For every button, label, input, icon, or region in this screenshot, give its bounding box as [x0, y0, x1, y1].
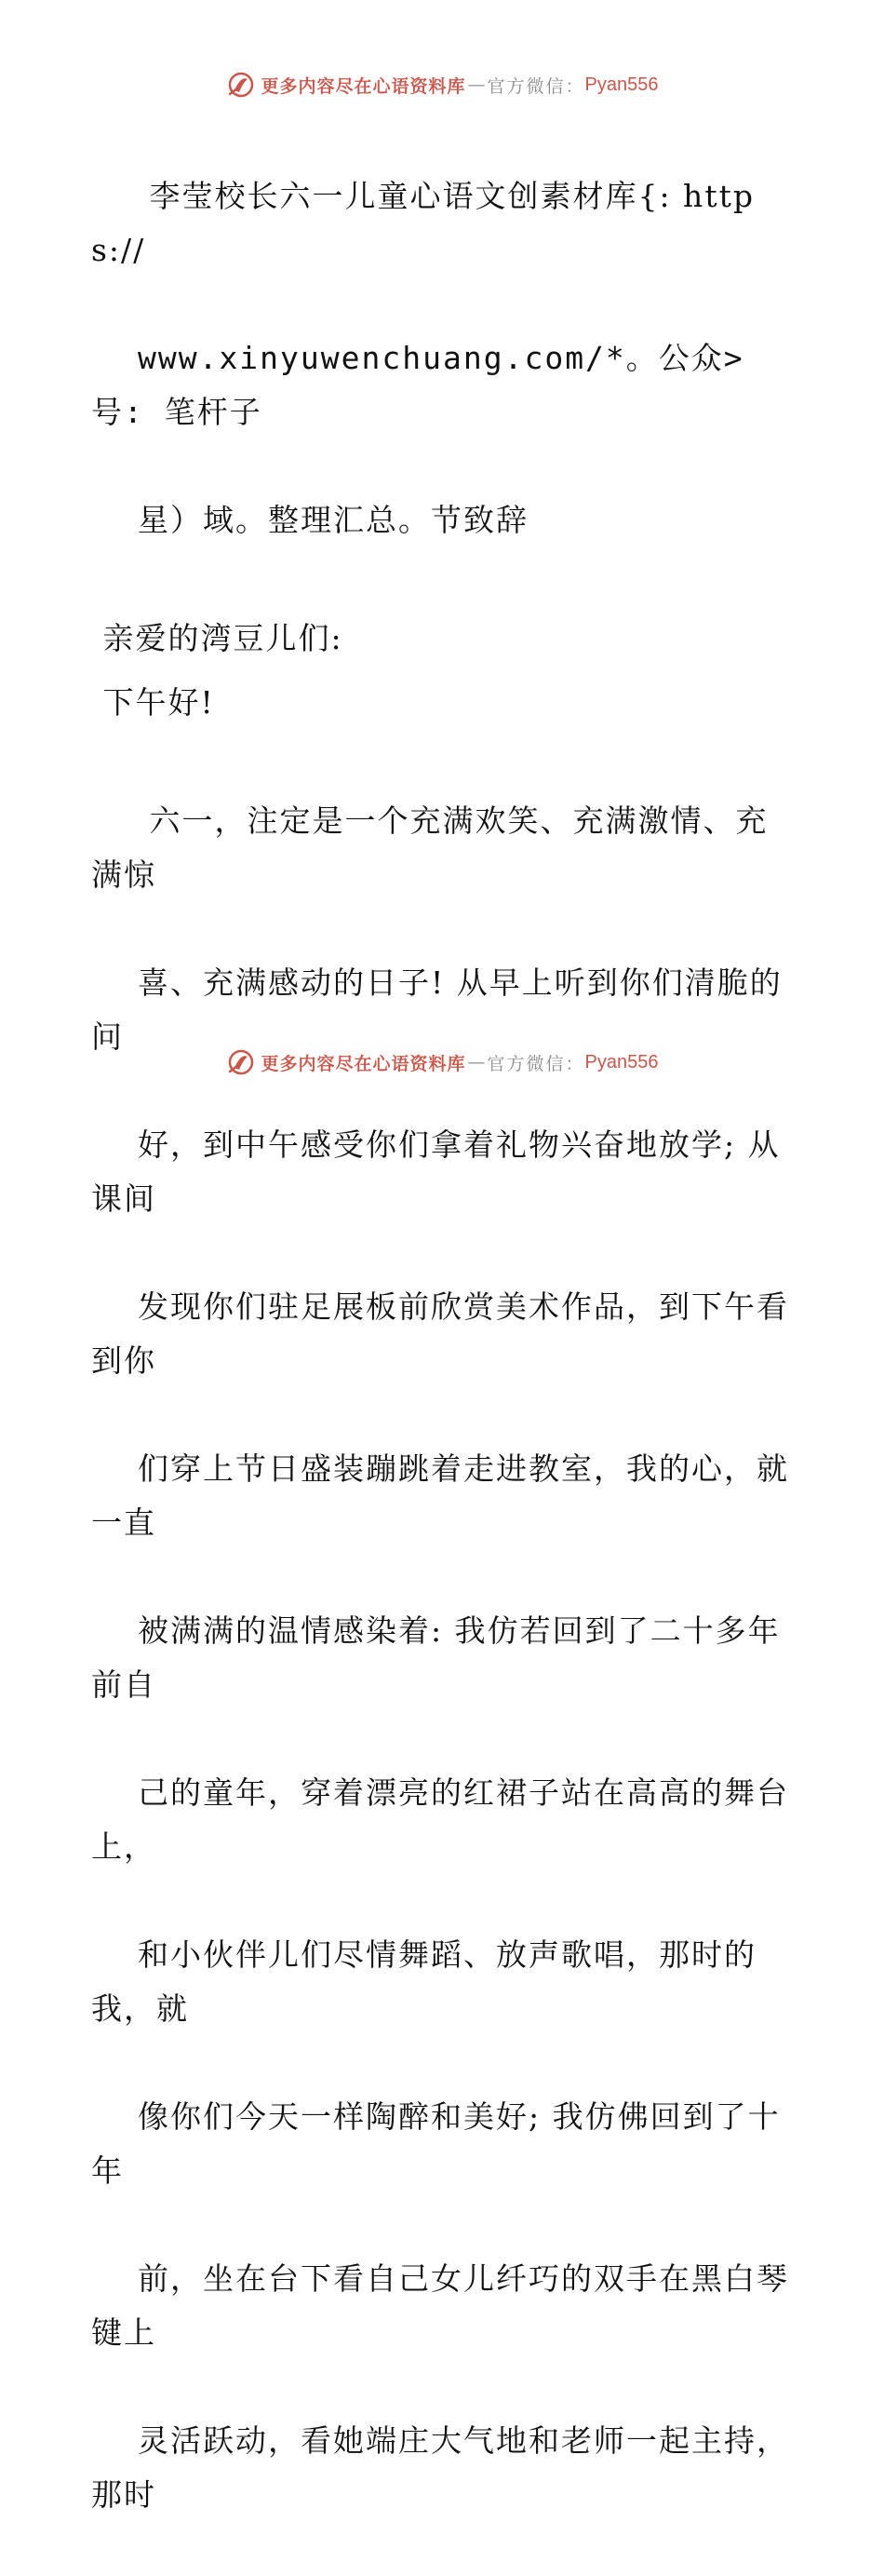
body-line: 好，到中午感受你们拿着礼物兴奋地放学; 从课间 — [91, 1126, 781, 1217]
body-paragraph — [91, 740, 791, 2576]
watermark-main-text: 更多内容尽在心语资料库 — [261, 1053, 466, 1074]
body-line: 喜、充满感动的日子! 从早上听到你们清脆的问 — [91, 964, 783, 1055]
salutation: 亲爱的湾豆儿们: — [91, 620, 343, 656]
body-line: 己的童年，穿着漂亮的红裙子站在高高的舞台上， — [91, 1774, 789, 1865]
body-line: 前，坐在台下看自己女儿纤巧的双手在黑白琴键上 — [91, 2260, 789, 2351]
greeting: 下午好! — [91, 684, 215, 721]
watermark-wechat-id: Pyan556 — [584, 1051, 659, 1072]
watermark-wechat-label: 官方微信： — [487, 75, 585, 97]
body-line: 灵活跃动，看她端庄大气地和老师一起主持，那时 — [91, 2422, 789, 2513]
watermark-separator: — — [467, 1052, 486, 1072]
watermark-separator: — — [467, 74, 486, 95]
body-line: 被满满的温情感染着: 我仿若回到了二十多年前自 — [91, 1612, 781, 1703]
watermark-main-text: 更多内容尽在心语资料库 — [261, 75, 466, 97]
body-line: 们穿上节日盛装蹦跳着走进教室，我的心，就一直 — [91, 1450, 789, 1541]
header-line: 星）域。整理汇总。节致辞 — [137, 502, 529, 538]
watermark-wechat-id: Pyan556 — [584, 74, 659, 95]
top-watermark-banner — [0, 66, 884, 103]
brand-logo-icon — [226, 70, 256, 100]
body-line: 和小伙伴儿们尽情舞蹈、放声歌唱，那时的我，就 — [91, 1936, 757, 2027]
watermark-wechat-label: 官方微信： — [487, 1053, 585, 1074]
body-line: 六一，注定是一个充满欢笑、充满激情、充满惊 — [91, 802, 769, 893]
bottom-watermark-banner — [0, 1044, 884, 1081]
body-line: 发现你们驻足展板前欣赏美术作品，到下午看到你 — [91, 1288, 789, 1379]
header-line: 李莹校长六一儿童心语文创素材库{: https:// — [91, 178, 755, 268]
document-body — [91, 115, 791, 2576]
brand-logo-icon — [226, 1047, 256, 1077]
body-line: 像你们今天一样陶醉和美好; 我仿佛回到了十年 — [91, 2098, 781, 2189]
header-paragraph — [91, 115, 791, 601]
header-line: www.xinyuwenchuang.com/*。公众>号: 笔杆子 — [91, 340, 744, 430]
